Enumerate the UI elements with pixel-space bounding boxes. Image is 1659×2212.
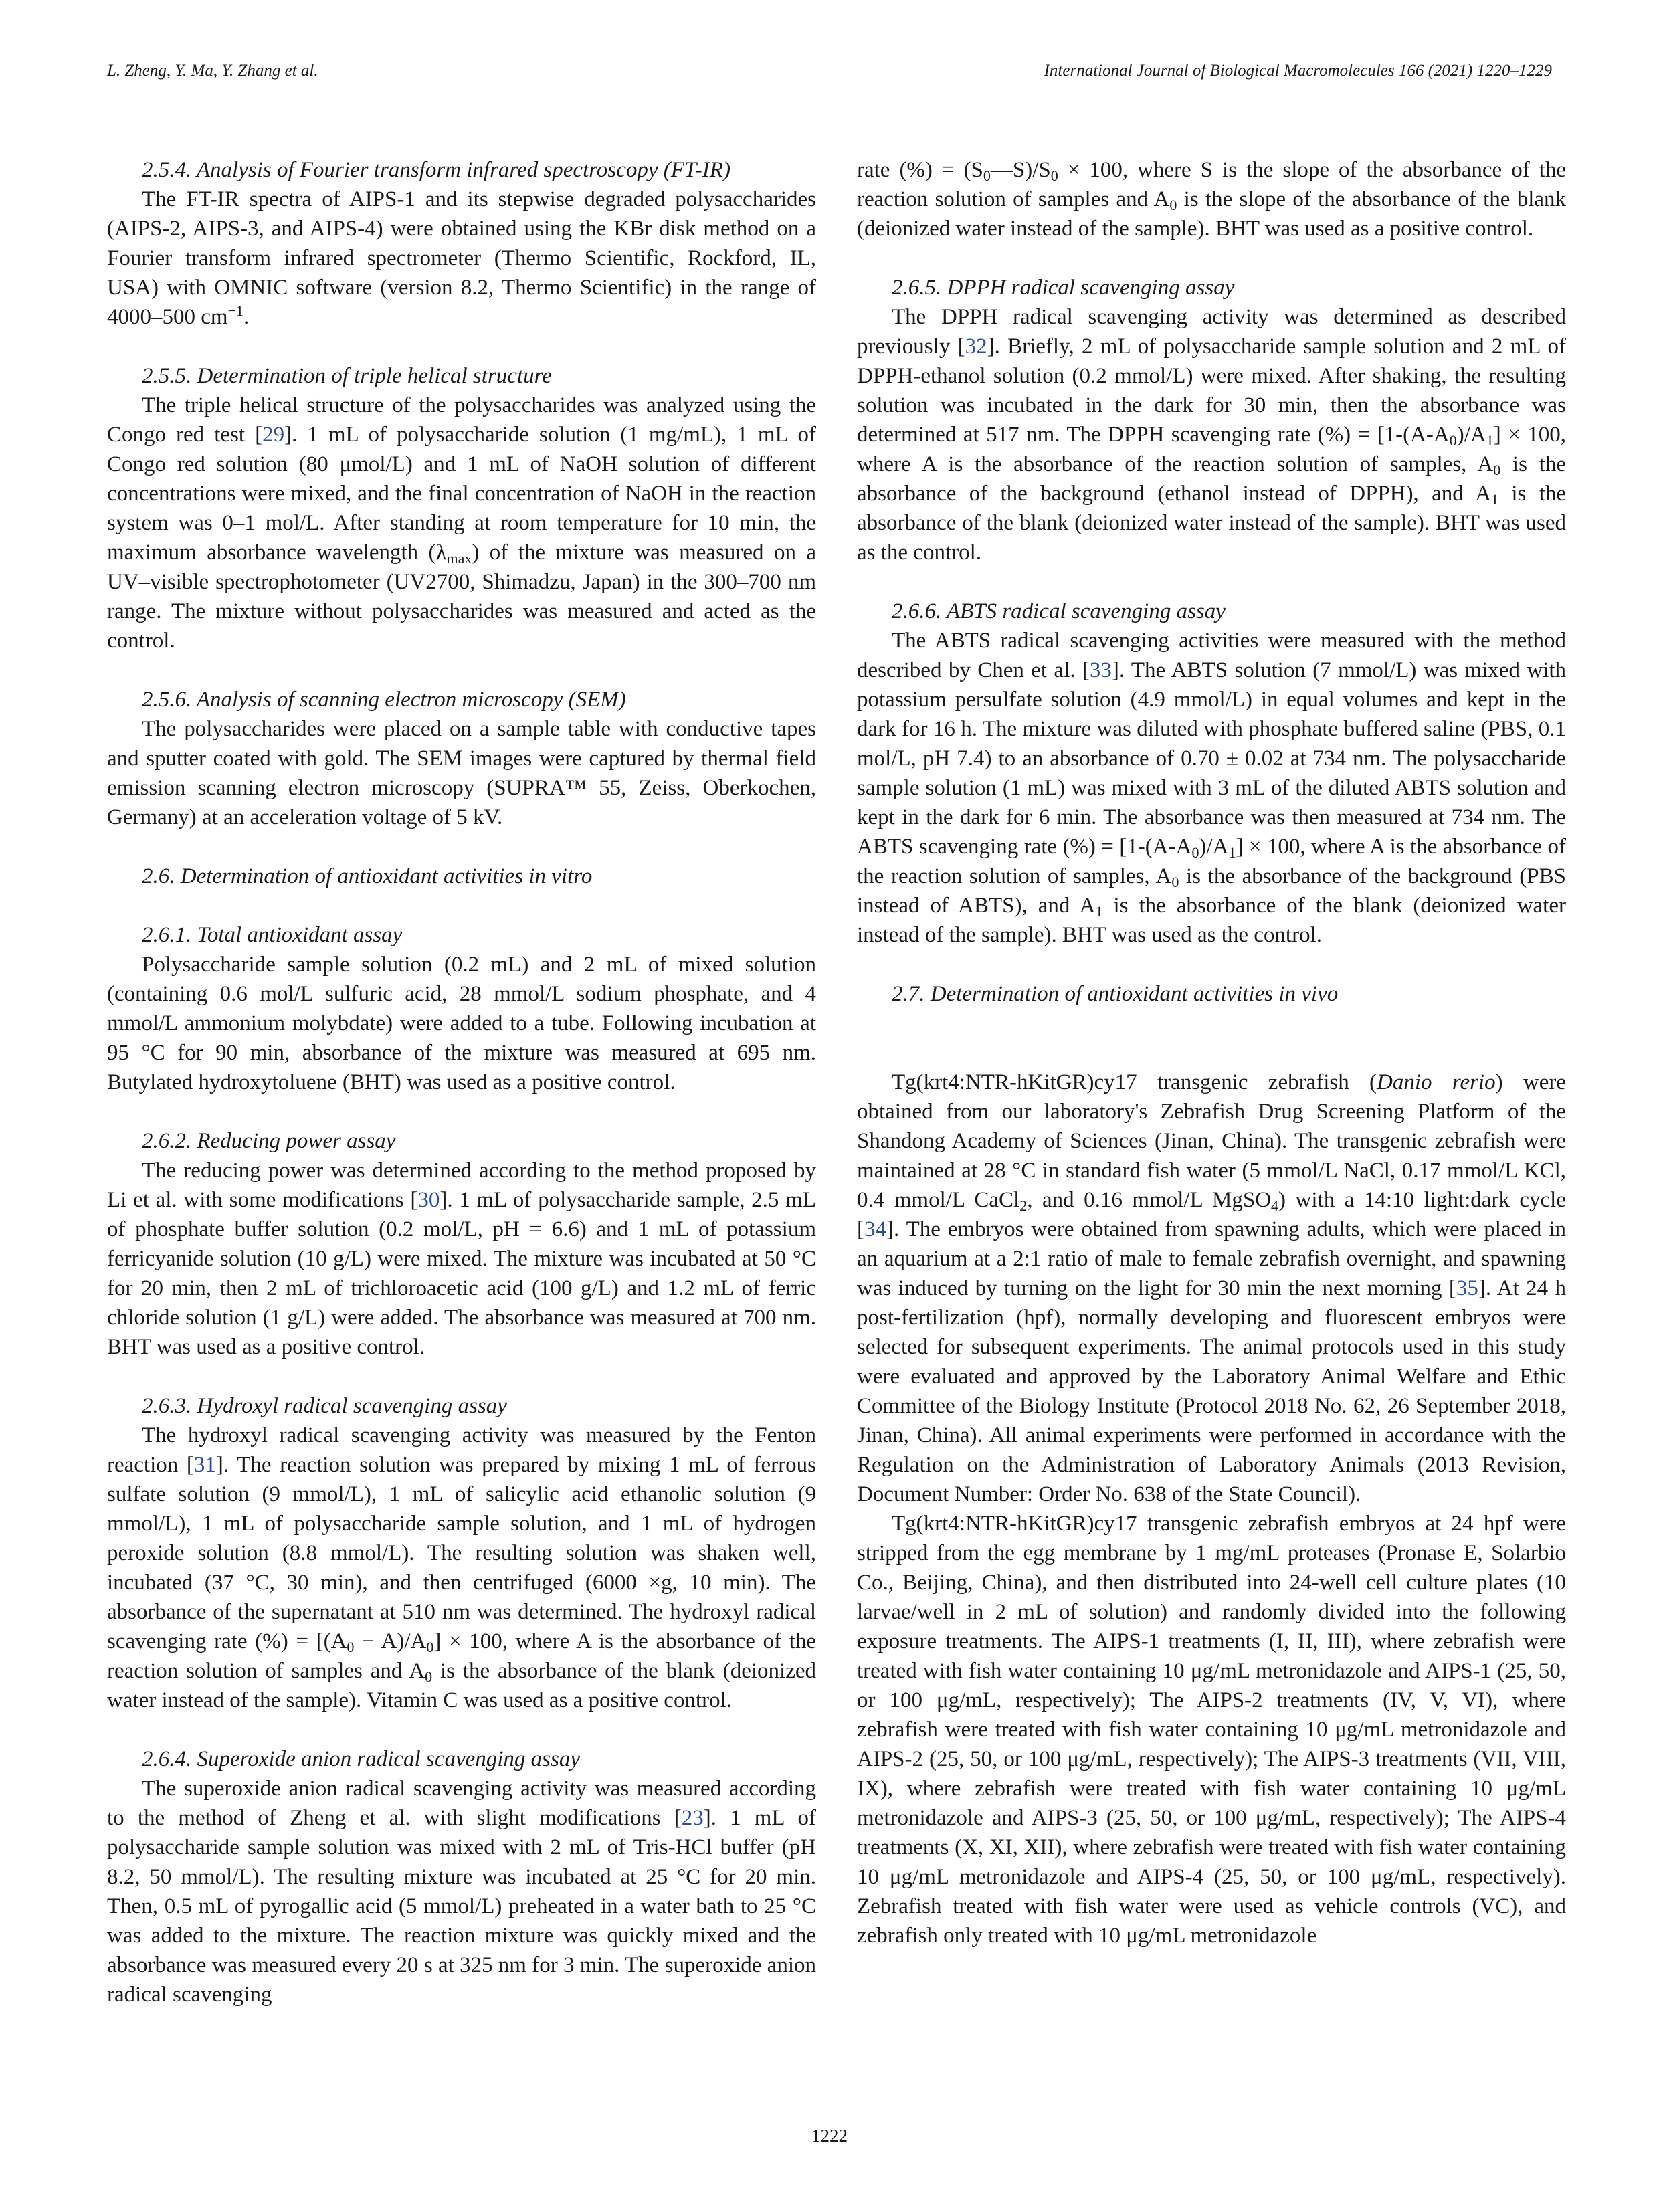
section-spacer: [107, 332, 816, 361]
body-paragraph: Tg(krt4:NTR-hKitGR)cy17 transgenic zebrafish (Danio rerio) were obtained from our laboratory's Zebrafish Drug Screening Platform of the Shandong Academy of Sciences (Jinan, China). The transgenic zebrafish were maintained at 28 °C in standard fish water (5 mmol/L NaCl, 0.17 mmol/L KCl, 0.4 mmol/L CaCl$_2$, and 0.16 mmol/L MgSO$_4$) with a 14:10 light:dark cycle [34]. The embryos were obtained from spawning adults, which were placed in an aquarium at a 2:1 ratio of male to female zebrafish overnight, and spawning was induced by turning on the light for 30 min the next morning [35]. At 24 h post-fertilization (hpf), normally developing and fluorescent embryos were selected for subsequent experiments. The animal protocols used in this study were evaluated and approved by the Laboratory Animal Welfare and Ethic Committee of the Biology Institute (Protocol 2018 No. 62, 26 September 2018, Jinan, China). All animal experiments were performed in accordance with the Regulation on the Administration of Laboratory Animals (2013 Revision, Document Number: Order No. 638 of the State Council).: [857, 1070, 1567, 1506]
body-paragraph: The triple helical structure of the polysaccharides was analyzed using the Congo red test [29]. 1 mL of polysaccharide solution (1 mg/mL), 1 mL of Congo red solution (80 μmol/L) and 1 mL of NaOH solution of different concentrations were mixed, and the final concentration of NaOH in the reaction system was 0–1 mol/L. After standing at room temperature for 10 min, the maximum absorbance wavelength $(\lambda_{max})$ of the mixture was measured on a UV–visible spectrophotometer (UV2700, Shimadzu, Japan) in the 300–700 nm range. The mixture without polysaccharides was measured and acted as the control.: [107, 393, 816, 653]
body-paragraph: The polysaccharides were placed on a sample table with conductive tapes and sputter coated with gold. The SEM images were captured by thermal field emission scanning electron microscopy (SUPRA™ 55, Zeiss, Oberkochen, Germany) at an acceleration voltage of 5 kV.: [107, 717, 816, 829]
body-paragraph: The superoxide anion radical scavenging activity was measured according to the method of Zheng et al. with slight modifications [23]. 1 mL of polysaccharide sample solution was mixed with 2 mL of Tris-HCl buffer (pH 8.2, 50 mmol/L). The resulting mixture was incubated at 25 °C for 20 min. Then, 0.5 mL of pyrogallic acid (5 mmol/L) preheated in a water bath to 25 °C was added to the mixture. The reaction mixture was quickly mixed and the absorbance was measured every 20 s at 325 nm for 3 min. The superoxide anion radical scavenging: [107, 1777, 816, 2007]
body-paragraph: Polysaccharide sample solution (0.2 mL) and 2 mL of mixed solution (containing 0.6 mol/L sulfuric acid, 28 mmol/L sodium phosphate, and 4 mmol/L ammonium molybdate) were added to a tube. Following incubation at 95 °C for 90 min, absorbance of the mixture was measured at 695 nm. Butylated hydroxytoluene (BHT) was used as a positive control.: [107, 952, 816, 1094]
section-spacer: [107, 891, 816, 920]
section-heading: 2.6.6. ABTS radical scavenging assay: [892, 599, 1226, 623]
section-heading: 2.6.4. Superoxide anion radical scavenging assay: [142, 1747, 581, 1771]
running-head-authors: L. Zheng, Y. Ma, Y. Zhang et al.: [107, 62, 318, 80]
body-paragraph: The FT-IR spectra of AIPS-1 and its stepwise degraded polysaccharides (AIPS-2, AIPS-3, and AIPS-4) were obtained using the KBr disk method on a Fourier transform infrared spectrometer (Thermo Scientific, Rockford, IL, USA) with OMNIC software (version 8.2, Thermo Scientific) in the range of 4000–500 $cm^{-1}$.: [107, 187, 816, 329]
section-heading: 2.6.5. DPPH radical scavenging assay: [892, 276, 1235, 300]
section-heading: 2.6. Determination of antioxidant activities in vitro: [142, 864, 593, 888]
section-spacer: [857, 950, 1566, 979]
body-paragraph: Tg(krt4:NTR-hKitGR)cy17 transgenic zebrafish embryos at 24 hpf were stripped from the egg membrane by 1 mg/mL proteases (Pronase E, Solarbio Co., Beijing, China), and then distributed into 24-well cell culture plates (10 larvae/well in 2 mL of solution) and randomly divided into the following exposure treatments. The AIPS-1 treatments (I, II, III), where zebrafish were treated with fish water containing 10 μg/mL metronidazole and AIPS-1 (25, 50, or 100 μg/mL, respectively); The AIPS-2 treatments (IV, V, VI), where zebrafish were treated with fish water containing 10 μg/mL metronidazole and AIPS-2 (25, 50, or 100 μg/mL, respectively); The AIPS-3 treatments (VII, VIII, IX), where zebrafish were treated with fish water containing 10 μg/mL metronidazole and AIPS-3 (25, 50, or 100 μg/mL, respectively); The AIPS-4 treatments (X, XI, XII), where zebrafish were treated with fish water containing 10 μg/mL metronidazole and AIPS-4 (25, 50, or 100 μg/mL, respectively). Zebrafish treated with fish water were used as vehicle controls (VC), and zebrafish only treated with 10 μg/mL metronidazole: [857, 1512, 1566, 1948]
section-spacer: [107, 1097, 816, 1126]
section-spacer: [857, 1009, 1566, 1068]
section-heading: 2.6.2. Reducing power assay: [142, 1129, 396, 1153]
section-heading: 2.6.1. Total antioxidant assay: [142, 923, 403, 947]
section-heading: 2.5.4. Analysis of Fourier transform infrared spectroscopy (FT-IR): [142, 158, 730, 182]
body-paragraph: The ABTS radical scavenging activities were measured with the method described by Chen et al. [33]. The ABTS solution (7 mmol/L) was mixed with potassium persulfate solution (4.9 mmol/L) in equal volumes and kept in the dark for 16 h. The mixture was diluted with phosphate buffered saline (PBS, 0.1 mol/L, pH 7.4) to an absorbance of 0.70 ± 0.02 at 734 nm. The polysaccharide sample solution (1 mL) was mixed with 3 mL of the diluted ABTS solution and kept in the dark for 6 min. The absorbance was then measured at 734 nm. The ABTS scavenging rate (%) = $[1-(A-A_0)/A_1] \times 100$, where A is the absorbance of the reaction solution of samples, $A_0$ is the absorbance of the background (PBS instead of ABTS), and $A_1$ is the absorbance of the blank (deionized water instead of the sample). BHT was used as the control.: [857, 629, 1566, 947]
body-paragraph: The hydroxyl radical scavenging activity was measured by the Fenton reaction [31]. The reaction solution was prepared by mixing 1 mL of ferrous sulfate solution (9 mmol/L), 1 mL of salicylic acid ethanolic solution (9 mmol/L), 1 mL of polysaccharide sample solution, and 1 mL of hydrogen peroxide solution (8.8 mmol/L). The resulting solution was shaken well, incubated (37 °C, 30 min), and then centrifuged (6000 ×g, 10 min). The absorbance of the supernatant at 510 nm was determined. The hydroxyl radical scavenging rate (%) = $[(A_0 - A)/A_0] \times 100$, where A is the absorbance of the reaction solution of samples and $A_0$ is the absorbance of the blank (deionized water instead of the sample). Vitamin C was used as a positive control.: [107, 1423, 816, 1712]
page-number: 1222: [811, 2126, 848, 2146]
running-head: [107, 62, 1552, 88]
section-heading: 2.6.3. Hydroxyl radical scavenging assay: [142, 1394, 507, 1418]
section-spacer: [857, 243, 1566, 273]
section-heading: 2.7. Determination of antioxidant activities in vivo: [892, 982, 1339, 1006]
section-spacer: [107, 1715, 816, 1744]
section-spacer: [107, 656, 816, 685]
left-column: [107, 155, 816, 2009]
body-paragraph: The reducing power was determined according to the method proposed by Li et al. with some modifications [30]. 1 mL of polysaccharide sample, 2.5 mL of phosphate buffer solution (0.2 mol/L, pH = 6.6) and 1 mL of potassium ferricyanide solution (10 g/L) were mixed. The mixture was incubated at 50 °C for 20 min, then 2 mL of trichloroacetic acid (100 g/L) and 1.2 mL of ferric chloride solution (1 g/L) were added. The absorbance was measured at 700 nm. BHT was used as a positive control.: [107, 1159, 816, 1359]
section-heading: 2.5.6. Analysis of scanning electron microscopy (SEM): [142, 688, 626, 712]
right-column: [857, 155, 1566, 1950]
section-spacer: [107, 1362, 816, 1391]
running-head-journal: International Journal of Biological Macromolecules 166 (2021) 1220–1229: [1044, 62, 1552, 80]
body-paragraph: The DPPH radical scavenging activity was determined as described previously [32]. Briefly, 2 mL of polysaccharide sample solution and 2 mL of DPPH-ethanol solution (0.2 mmol/L) were mixed. After shaking, the resulting solution was incubated in the dark for 30 min, then the absorbance was determined at 517 nm. The DPPH scavenging rate (%) = $[1-(A-A_0)/A_1] \times 100$, where A is the absorbance of the reaction solution of samples, $A_0$ is the absorbance of the background (ethanol instead of DPPH), and $A_1$ is the absorbance of the blank (deionized water instead of the sample). BHT was used as the control.: [857, 305, 1567, 565]
section-heading: 2.5.5. Determination of triple helical structure: [142, 364, 552, 388]
body-paragraph: rate (%) = $(S_0—S)/S_0 \times 100$, where S is the slope of the absorbance of the reaction solution of samples and $A_0$ is the slope of the absorbance of the blank (deionized water instead of the sample). BHT was used as a positive control.: [857, 158, 1567, 241]
section-spacer: [857, 567, 1566, 597]
section-spacer: [107, 832, 816, 862]
